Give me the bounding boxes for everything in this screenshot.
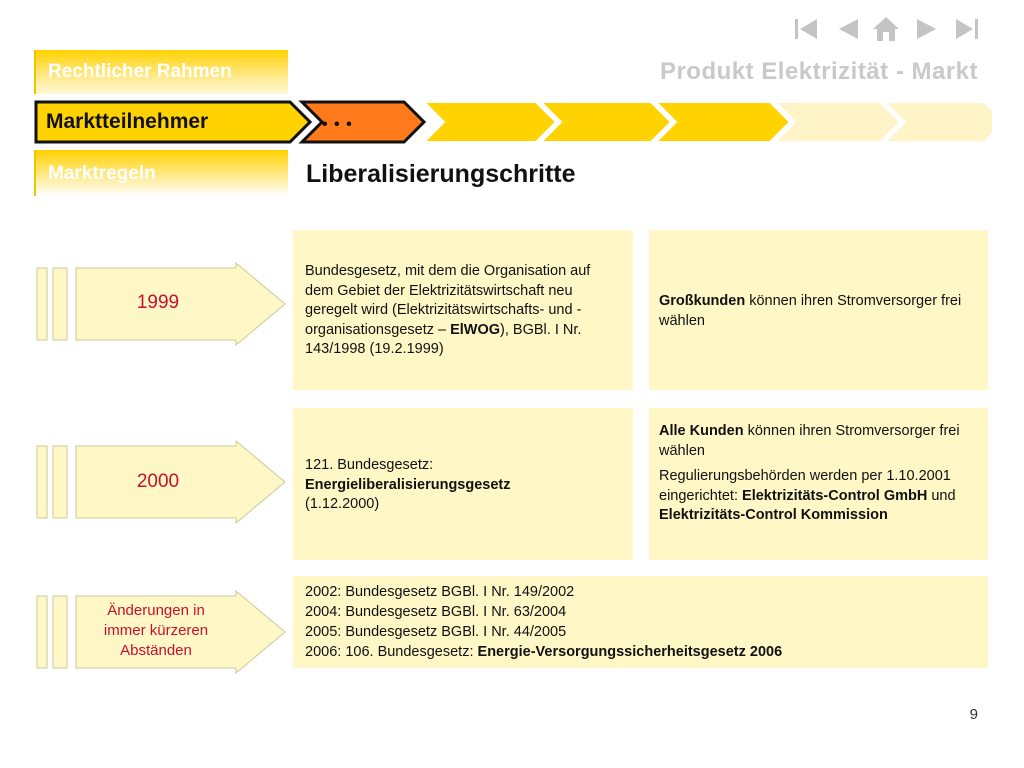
effect-box-2000 [649, 408, 988, 560]
regulator-text-2000: Regulierungsbehörden werden per 1.10.2001 eingerichtet: Elektrizitäts-Control GmbH und Elektrizitäts-Control Kommission [659, 468, 956, 523]
law-box-1999 [293, 230, 633, 390]
first-page-icon [791, 14, 821, 44]
chevron-step-4 [424, 102, 556, 142]
changes-label: Änderungen in immer kürzeren Abständen [103, 602, 209, 659]
year-label-2000: 2000 [136, 471, 180, 492]
previous-page-button[interactable] [833, 14, 863, 44]
home-icon [871, 14, 901, 44]
last-page-button[interactable] [952, 14, 982, 44]
changes-line-2005: 2005: Bundesgesetz BGBl. I Nr. 44/2005 [305, 624, 567, 640]
chevron-step-5 [541, 102, 671, 142]
first-page-button[interactable] [791, 14, 821, 44]
chevron-step-active [302, 102, 424, 142]
chevron-step-6 [656, 102, 790, 142]
tab-marktregeln-label: Marktregeln [48, 163, 156, 184]
year-label-1999: 1999 [136, 292, 180, 313]
effect-box-1999 [649, 230, 988, 390]
law-box-2000 [293, 408, 633, 560]
next-page-icon [912, 14, 942, 44]
effect-text-1999: Großkunden können ihren Stromversorger frei wählen [659, 293, 962, 329]
changes-line-2006: 2006: 106. Bundesgesetz: Energie-Versorgungssicherheitsgesetz 2006 [305, 644, 783, 660]
effect-text-2000: Alle Kunden können ihren Stromversorger frei wählen [659, 423, 960, 459]
page-number: 9 [969, 706, 978, 723]
changes-line-2002: 2002: Bundesgesetz BGBl. I Nr. 149/2002 [305, 584, 575, 600]
product-title: Produkt Elektrizität - Markt [659, 58, 978, 85]
previous-page-icon [833, 14, 863, 44]
changes-line-2004: 2004: Bundesgesetz BGBl. I Nr. 63/2004 [305, 604, 567, 620]
more-steps-dots: • • • [322, 116, 353, 133]
next-page-button[interactable] [912, 14, 942, 44]
slide-title: Liberalisierungschritte [306, 160, 576, 188]
law-text-1999: Bundesgesetz, mit dem die Organisation auf dem Gebiet der Elektrizitätswirtschaft neu geregelt wird (Elektrizitätswirtschafts- und -organisationsgesetz – ElWOG), BGBl. I Nr. 143/1998 (19.2.1999) [305, 263, 591, 357]
tab-marktteilnehmer-label[interactable]: Marktteilnehmer [46, 110, 209, 133]
tab-rechtlicher-rahmen-label: Rechtlicher Rahmen [48, 61, 232, 82]
home-button[interactable] [871, 14, 901, 44]
chevron-step-7 [775, 102, 900, 142]
changes-box [293, 576, 988, 668]
tab-rechtlicher-rahmen[interactable] [34, 50, 288, 94]
last-page-icon [952, 14, 982, 44]
law-text-2000: 121. Bundesgesetz: Energieliberalisierungsgesetz (1.12.2000) [305, 457, 511, 512]
tab-marktregeln[interactable] [34, 150, 288, 196]
